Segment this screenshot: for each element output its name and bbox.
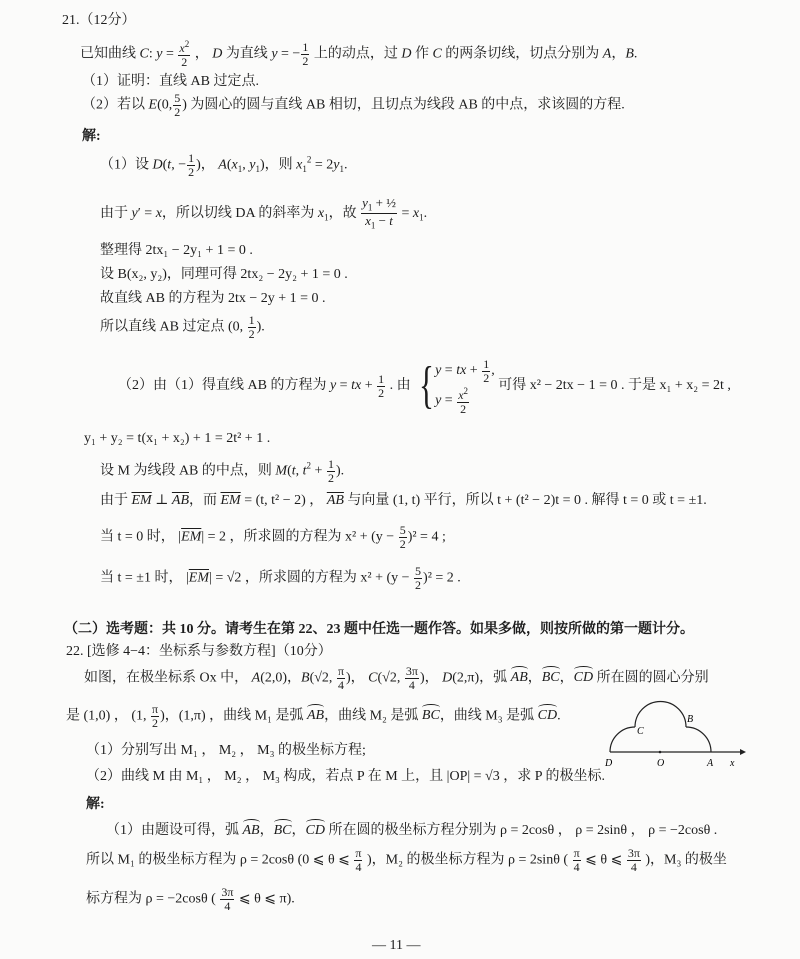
solution-21-2-line-6: 当 t = ±1 时， $|\overline{EM}| = √2$ ，所求圆的方程为 x² + (y − $\frac{5}{2}$ )² = 2 .	[100, 564, 461, 592]
solution-22-1-line-2: 所以 M₁ 的极坐标方程为 ρ = 2cosθ (0 ⩽ θ ⩽ $\frac{\pi}{4}$ )，M₂ 的极坐标方程为 ρ = 2sinθ ( $\frac{\pi}{4}$ ⩽ θ ⩽ $\frac{3\pi}{4}$ )，M₃ 的极坐	[86, 846, 727, 874]
label-a: A	[707, 758, 714, 769]
arc-bc	[635, 702, 686, 728]
label-d: D	[605, 758, 613, 769]
solution-21-2-line-3: 设 M 为线段 AB 的中点，则 M(t, $t^2$ + $\frac{1}{2}$ ).	[100, 457, 345, 485]
problem-21-part-1: （1）证明：直线 AB 过定点.	[82, 74, 259, 89]
problem-21-part-2: （2）若以 E(0, $\frac{5}{2}$ ) 为圆心的圆与直线 AB 相切，且切点为线段 AB 的中点，求该圆的方程.	[82, 91, 625, 119]
problem-22-part-2: （2）曲线 M 由 M₁ ， M₂ ， M₃ 构成，若点 P 在 M 上，且 |OP| = √3 ，求 P 的极坐标.	[86, 769, 605, 784]
problem-22-line-2: 是 (1,0) ， (1, $\frac{\pi}{2}$ )，(1,π) ，曲线 M₁ 是弧 AB，曲线 M₂ 是弧 BC，曲线 M₃ 是弧 CD.	[66, 702, 561, 730]
polar-arcs-figure	[590, 690, 770, 770]
solution-21-1-line-5: 故直线 AB 的方程为 2tx − 2y + 1 = 0 .	[100, 291, 326, 306]
solution-label-22: 解:	[86, 797, 105, 812]
solution-21-1-line-3: 整理得 2tx₁ − 2y₁ + 1 = 0 .	[100, 243, 253, 258]
solution-21-2-line-5: 当 t = 0 时， $|\overline{EM}| = 2$ ，所求圆的方程为 x² + (y − $\frac{5}{2}$ )² = 4 ;	[100, 523, 446, 551]
label-b: B	[687, 714, 694, 725]
problem-22-header: 22. [选修 4−4：坐标系与参数方程]（10分）	[66, 644, 332, 659]
solution-21-2-line-4: 由于 $\overline{EM}$ ⊥ $\overline{AB}$，而 $\overline{EM} = (t$, t² − 2) ， $\overline{AB}$ 与向量 (1, t) 平行，所以 t + (t² − 2)t = 0 . 解得 t = 0 或 t = ±1.	[100, 493, 707, 508]
solution-21-1-line-6: 所以直线 AB 过定点 (0, $\frac{1}{2}$ ).	[100, 313, 265, 341]
page-number: — 11 —	[372, 938, 421, 953]
label-o: O	[657, 758, 665, 769]
label-c: C	[637, 726, 644, 737]
problem-22-line-1: 如图，在极坐标系 Ox 中， A(2,0)，B(√2, $\frac{\pi}{4}$ )， C(√2, $\frac{3\pi}{4}$ )， D(2,π)，弧 AB，BC，CD 所在圆的圆心分别	[84, 664, 709, 692]
problem-21-header: 21.（12分）	[62, 13, 136, 28]
origin-point	[659, 751, 662, 754]
x-axis-arrow-icon	[740, 749, 746, 755]
solution-22-1-line-1: （1）由题设可得，弧 AB，BC，CD 所在圆的极坐标方程分别为 ρ = 2cosθ ， ρ = 2sinθ ， ρ = −2cosθ .	[106, 820, 717, 838]
arc-ab	[686, 727, 711, 752]
solution-22-1-line-3: 标方程为 ρ = −2cosθ ( $\frac{3\pi}{4}$ ⩽ θ ⩽ π).	[86, 885, 295, 913]
solution-21-1-line-1: （1）设 D(t, − $\frac{1}{2}$ )， $A(x_1$, $y_1$)，则 $x_1^2 = 2y_1$.	[100, 151, 348, 179]
solution-21-2-line-2: y₁ + y₂ = t(x₁ + x₂) + 1 = 2t² + 1 .	[84, 431, 271, 446]
section-2-title: （二）选考题：共 10 分。请考生在第 22、23 题中任选一题作答。如果多做，则按所做的第一题计分。	[64, 622, 694, 637]
label-x: x	[730, 758, 735, 769]
arc-cd	[610, 727, 635, 752]
solution-label-21: 解:	[82, 129, 101, 144]
problem-21-statement: 已知曲线 C: y = $\frac{x^2}{2}$ ， D 为直线 y = − $\frac{1}{2}$ 上的动点，过 D 作 C 的两条切线，切点分别为 A，B.	[80, 39, 638, 69]
solution-21-1-line-4: 设 B(x₂, y₂)，同理可得 2tx₂ − 2y₂ + 1 = 0 .	[100, 267, 348, 282]
solution-21-2-line-1: （2）由（1）得直线 AB 的方程为 y = tx + $\frac{1}{2}$ . 由 { y = tx + $\frac{1}{2}$ , y = $\frac{x^2}{2}$ 可得 x² − 2tx − 1 = 0 . 于是 x₁ + x₂ = 2t ,	[118, 356, 731, 416]
solution-21-1-line-2: 由于 y′ = x，所以切线 DA 的斜率为 $x_1$，故 $\frac{y_1 + \frac{1}{2}}{x_1 - t}$ = $x_1$.	[100, 195, 428, 231]
problem-22-part-1: （1）分别写出 M₁ ， M₂ ， M₃ 的极坐标方程;	[86, 743, 366, 758]
